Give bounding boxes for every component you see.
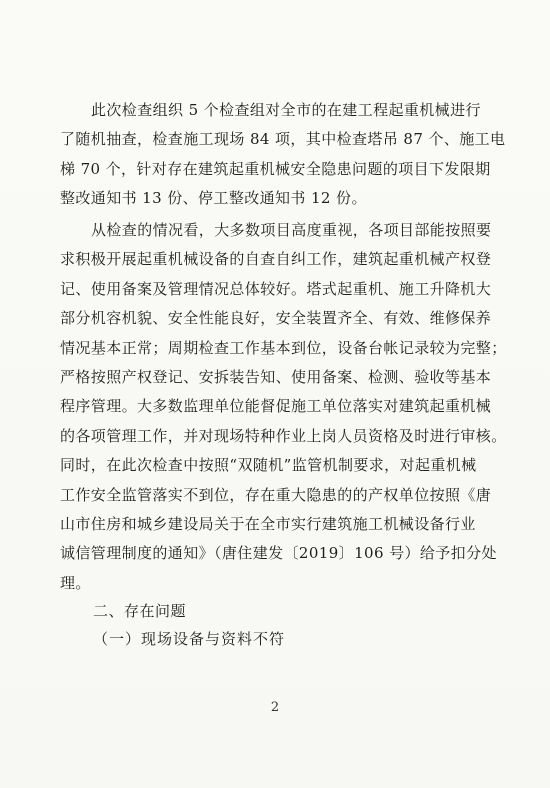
paragraph-line: 情况基本正常；周期检查工作基本到位，设备台帐记录较为完整； bbox=[60, 338, 507, 357]
paragraph-line: 同时，在此次检查中按照“双随机”监管机制要求，对起重机械 bbox=[60, 456, 477, 475]
paragraph-line: 工作安全监管落实不到位，存在重大隐患的的产权单位按照《唐 bbox=[60, 485, 492, 504]
paragraph-inspection-summary bbox=[60, 96, 506, 214]
paragraph-line: 此次检查组织 5 个检查组对全市的在建工程起重机械进行 bbox=[91, 101, 481, 119]
paragraph-line: 的各项管理工作，并对现场特种作业上岗人员资格及时进行审核。 bbox=[60, 426, 507, 445]
page-number: 2 bbox=[270, 700, 280, 715]
paragraph-line: 严格按照产权登记、安拆装告知、使用备案、检测、验收等基本 bbox=[60, 367, 492, 386]
paragraph-line: 山市住房和城乡建设局关于在全市实行建筑施工机械设备行业 bbox=[60, 514, 476, 533]
paragraph-line: 程序管理。大多数监理单位能督促施工单位落实对建筑起重机械 bbox=[60, 397, 492, 416]
paragraph-inspection-findings bbox=[60, 216, 507, 598]
paragraph-line: 诚信管理制度的通知》（唐住建发〔2019〕106 号）给予扣分处 bbox=[60, 544, 497, 563]
paragraph-line: 记、使用备案及管理情况总体较好。塔式起重机、施工升降机大 bbox=[60, 279, 492, 298]
paragraph-line: 整改通知书 13 份、停工整改通知书 12 份。 bbox=[60, 189, 367, 208]
paragraph-line: 部分机容机貌、安全性能良好，安全装置齐全、有效、维修保养 bbox=[60, 309, 492, 328]
paragraph-line: 梯 70 个，针对存在建筑起重机械安全隐患问题的项目下发限期 bbox=[60, 159, 491, 178]
paragraph-line: 理。 bbox=[60, 573, 91, 592]
section-heading: 二、存在问题 bbox=[93, 602, 187, 620]
subsection-heading: （一）现场设备与资料不符 bbox=[93, 630, 286, 648]
paragraph-line: 了随机抽查，检查施工现场 84 项，其中检查塔吊 87 个、施工电 bbox=[60, 130, 506, 149]
paragraph-line: 求积极开展起重机械设备的自查自纠工作，建筑起重机械产权登 bbox=[60, 250, 492, 269]
paragraph-line: 从检查的情况看，大多数项目高度重视，各项目部能按照要 bbox=[91, 221, 492, 239]
